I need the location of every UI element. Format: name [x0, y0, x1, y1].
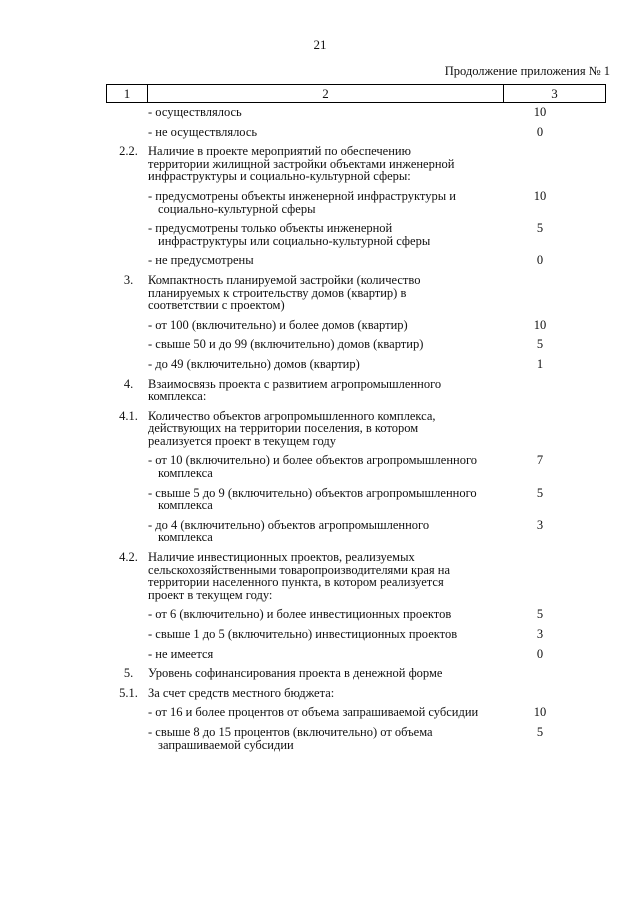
row-score: 0	[536, 124, 544, 139]
row-score: 5	[536, 724, 544, 739]
criterion-row	[0, 551, 640, 601]
header-col-2: 2	[148, 85, 504, 103]
row-text: Компактность планируемой застройки (количество планируемых к строительству домов (квартир) в соответствии с проектом)	[148, 272, 421, 313]
option-row	[0, 706, 640, 719]
row-text: Количество объектов агропромышленного комплекса, действующих на территории поселения, в котором реализуется проект в текущем году	[148, 408, 436, 448]
row-text: - до 49 (включительно) домов (квартир)	[148, 356, 360, 371]
row-number: 4.	[123, 376, 134, 391]
option-row	[0, 454, 640, 479]
row-text: Наличие инвестиционных проектов, реализуемых сельскохозяйственными товаропроизводителями края на территории населенного пункта, в котором реализуется проект в текущем году:	[148, 550, 451, 602]
row-score: 3	[536, 517, 544, 532]
header-col-1: 1	[107, 85, 148, 103]
criterion-row	[0, 378, 640, 403]
appendix-continuation-note: Продолжение приложения № 1	[444, 64, 610, 78]
row-score: 0	[536, 646, 544, 661]
row-number: 4.1.	[119, 408, 138, 423]
row-text: За счет средств местного бюджета:	[148, 685, 335, 700]
criterion-row	[0, 667, 640, 680]
row-text: - не имеется	[148, 646, 214, 661]
row-number: 5.1.	[119, 685, 138, 700]
row-text: Взаимосвязь проекта с развитием агропромышленного комплекса:	[148, 376, 442, 404]
row-text: - от 10 (включительно) и более объектов агропромышленного комплекса	[148, 453, 478, 481]
option-row	[0, 358, 640, 371]
row-text: - осуществлялось	[148, 105, 242, 119]
option-row	[0, 126, 640, 139]
row-text: - не предусмотрены	[148, 253, 254, 268]
row-text: - от 6 (включительно) и более инвестиционных проектов	[148, 607, 452, 622]
row-text: - предусмотрены только объекты инженерной инфраструктуры или социально-культурной сферы	[148, 221, 431, 248]
table-header	[106, 84, 606, 103]
option-row	[0, 222, 640, 247]
row-text: - не осуществлялось	[148, 124, 258, 139]
page-number: 21	[313, 37, 327, 52]
header-col-3: 3	[504, 85, 606, 103]
row-text: - свыше 50 и до 99 (включительно) домов (квартир)	[148, 337, 424, 352]
row-text: - от 100 (включительно) и более домов (квартир)	[148, 317, 408, 332]
row-score: 5	[536, 485, 544, 500]
criterion-row	[0, 145, 640, 183]
option-row	[0, 487, 640, 512]
option-row	[0, 254, 640, 267]
option-row	[0, 338, 640, 351]
row-score: 5	[536, 221, 544, 236]
row-number: 3.	[123, 272, 134, 287]
row-number: 4.2.	[119, 550, 138, 565]
criterion-row	[0, 410, 640, 448]
row-number: 2.2.	[119, 144, 138, 159]
criterion-row	[0, 687, 640, 700]
row-score: 5	[536, 607, 544, 622]
option-row	[0, 608, 640, 621]
option-row	[0, 190, 640, 215]
row-text: - предусмотрены объекты инженерной инфраструктуры и социально-культурной сферы	[148, 188, 456, 216]
row-score: 10	[533, 705, 547, 720]
option-row	[0, 628, 640, 641]
row-text: - от 16 и более процентов от объема запрашиваемой субсидии	[148, 705, 479, 720]
criterion-row	[0, 274, 640, 312]
criteria-list	[0, 106, 640, 758]
option-row	[0, 726, 640, 751]
option-row	[0, 519, 640, 544]
row-text: Уровень софинансирования проекта в денежной форме	[148, 666, 443, 681]
option-row	[0, 648, 640, 661]
row-text: - свыше 8 до 15 процентов (включительно) от объема запрашиваемой субсидии	[148, 724, 433, 752]
option-row	[0, 319, 640, 332]
row-number: 5.	[123, 666, 134, 681]
row-text: - свыше 5 до 9 (включительно) объектов агропромышленного комплекса	[148, 485, 477, 513]
row-score: 10	[533, 317, 547, 332]
row-text: - до 4 (включительно) объектов агропромышленного комплекса	[148, 517, 430, 545]
row-text: - свыше 1 до 5 (включительно) инвестиционных проектов	[148, 627, 458, 641]
row-score: 10	[533, 105, 547, 119]
row-text: Наличие в проекте мероприятий по обеспечению территории жилищной застройки объектами инженерной инфраструктуры и социально-культурной сферы:	[148, 144, 455, 184]
option-row	[0, 106, 640, 119]
row-score: 1	[536, 356, 544, 371]
row-score: 7	[536, 453, 544, 468]
row-score: 5	[536, 337, 544, 352]
row-score: 0	[536, 253, 544, 268]
row-score: 3	[536, 627, 544, 641]
row-score: 10	[533, 188, 547, 203]
